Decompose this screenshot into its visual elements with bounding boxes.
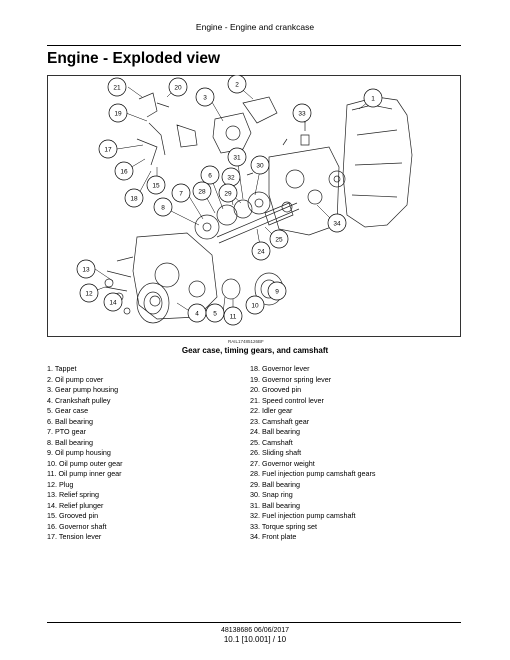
callout-label: 21 [113, 84, 121, 92]
legend-item: 29. Ball bearing [250, 479, 300, 489]
callout-label: 7 [179, 190, 183, 198]
legend-item: 28. Fuel injection pump camshaft gears [250, 469, 376, 478]
callout-label: 31 [233, 154, 241, 162]
legend-item: 15. Grooved pin [47, 511, 99, 520]
page-number: 10.1 [10.001] / 10 [223, 635, 287, 644]
legend-item: 17. Tension lever [47, 532, 102, 541]
callout-label: 18 [130, 195, 138, 203]
callout-label: 5 [213, 310, 217, 318]
legend-item: 18. Governor lever [250, 364, 310, 373]
legend-item: 14. Relief plunger [47, 500, 104, 510]
section-title: Engine - Exploded view [47, 50, 221, 67]
legend-item: 3. Gear pump housing [47, 385, 119, 394]
callout-label: 1 [371, 95, 375, 103]
legend-item: 22. Idler gear [250, 406, 293, 415]
callout-label: 9 [275, 288, 279, 296]
callout-label: 29 [224, 190, 232, 198]
legend-item: 19. Governor spring lever [250, 374, 332, 384]
legend-column-1 [47, 364, 123, 543]
legend-item: 33. Torque spring set [250, 521, 317, 531]
running-head: Engine - Engine and crankcase [195, 22, 315, 32]
callout-label: 4 [195, 310, 199, 318]
callout-label: 24 [257, 248, 265, 256]
callout-label: 34 [333, 220, 341, 228]
callout-label: 30 [256, 162, 264, 170]
exploded-view-figure [47, 75, 461, 337]
callout-label: 3 [203, 94, 207, 102]
callout-label: 20 [174, 84, 182, 92]
legend-item: 26. Sliding shaft [250, 448, 302, 457]
doc-id: 48138686 06/06/2017 [220, 627, 290, 634]
legend-item: 25. Camshaft [250, 437, 293, 447]
legend-item: 27. Governor weight [250, 458, 315, 468]
legend-item: 31. Ball bearing [250, 500, 300, 510]
legend-item: 16. Governor shaft [47, 521, 107, 531]
figure-caption: Gear case, timing gears, and camshaft [181, 346, 329, 355]
legend-item: 10. Oil pump outer gear [47, 458, 123, 468]
legend-item: 7. PTO gear [47, 427, 87, 436]
callout-label: 8 [161, 204, 165, 212]
legend-column-2 [250, 364, 375, 543]
callout-label: 6 [208, 172, 212, 180]
legend-item: 21. Speed control lever [250, 395, 324, 405]
legend-item: 4. Crankshaft pulley [47, 395, 111, 405]
exploded-view-drawing [47, 75, 461, 337]
legend-item: 12. Plug [47, 479, 74, 489]
callout-label: 17 [104, 146, 112, 154]
callout-label: 2 [235, 81, 239, 89]
figure-code: RAIL17485126BF [228, 339, 264, 344]
callout-label: 13 [82, 266, 90, 274]
legend-item: 9. Oil pump housing [47, 448, 111, 457]
callout-label: 19 [114, 110, 122, 118]
callout-label: 25 [275, 236, 283, 244]
legend-item: 24. Ball bearing [250, 427, 300, 436]
legend-item: 32. Fuel injection pump camshaft [250, 511, 356, 520]
legend-item: 20. Grooved pin [250, 385, 302, 394]
legend-item: 6. Ball bearing [47, 416, 93, 426]
callout-label: 10 [251, 302, 259, 310]
callout-label: 12 [85, 290, 93, 298]
page-footer [0, 626, 510, 644]
callout-label: 32 [227, 174, 235, 182]
legend-item: 23. Camshaft gear [250, 416, 310, 426]
legend-item: 1. Tappet [47, 364, 77, 373]
legend-item: 34. Front plate [250, 532, 297, 541]
callout-label: 11 [229, 313, 237, 321]
callout-label: 33 [298, 110, 306, 118]
callout-label: 28 [198, 188, 206, 196]
legend-item: 8. Ball bearing [47, 437, 93, 447]
callout-label: 15 [152, 182, 160, 190]
header-rule [47, 45, 461, 46]
callout-label: 14 [109, 299, 117, 307]
legend-item: 11. Oil pump inner gear [47, 469, 122, 478]
legend-item: 30. Snap ring [250, 490, 293, 499]
footer-rule [47, 622, 461, 623]
legend-item: 2. Oil pump cover [47, 374, 104, 384]
legend-item: 13. Relief spring [47, 490, 99, 499]
legend-item: 5. Gear case [47, 406, 89, 415]
callout-label: 16 [120, 168, 128, 176]
